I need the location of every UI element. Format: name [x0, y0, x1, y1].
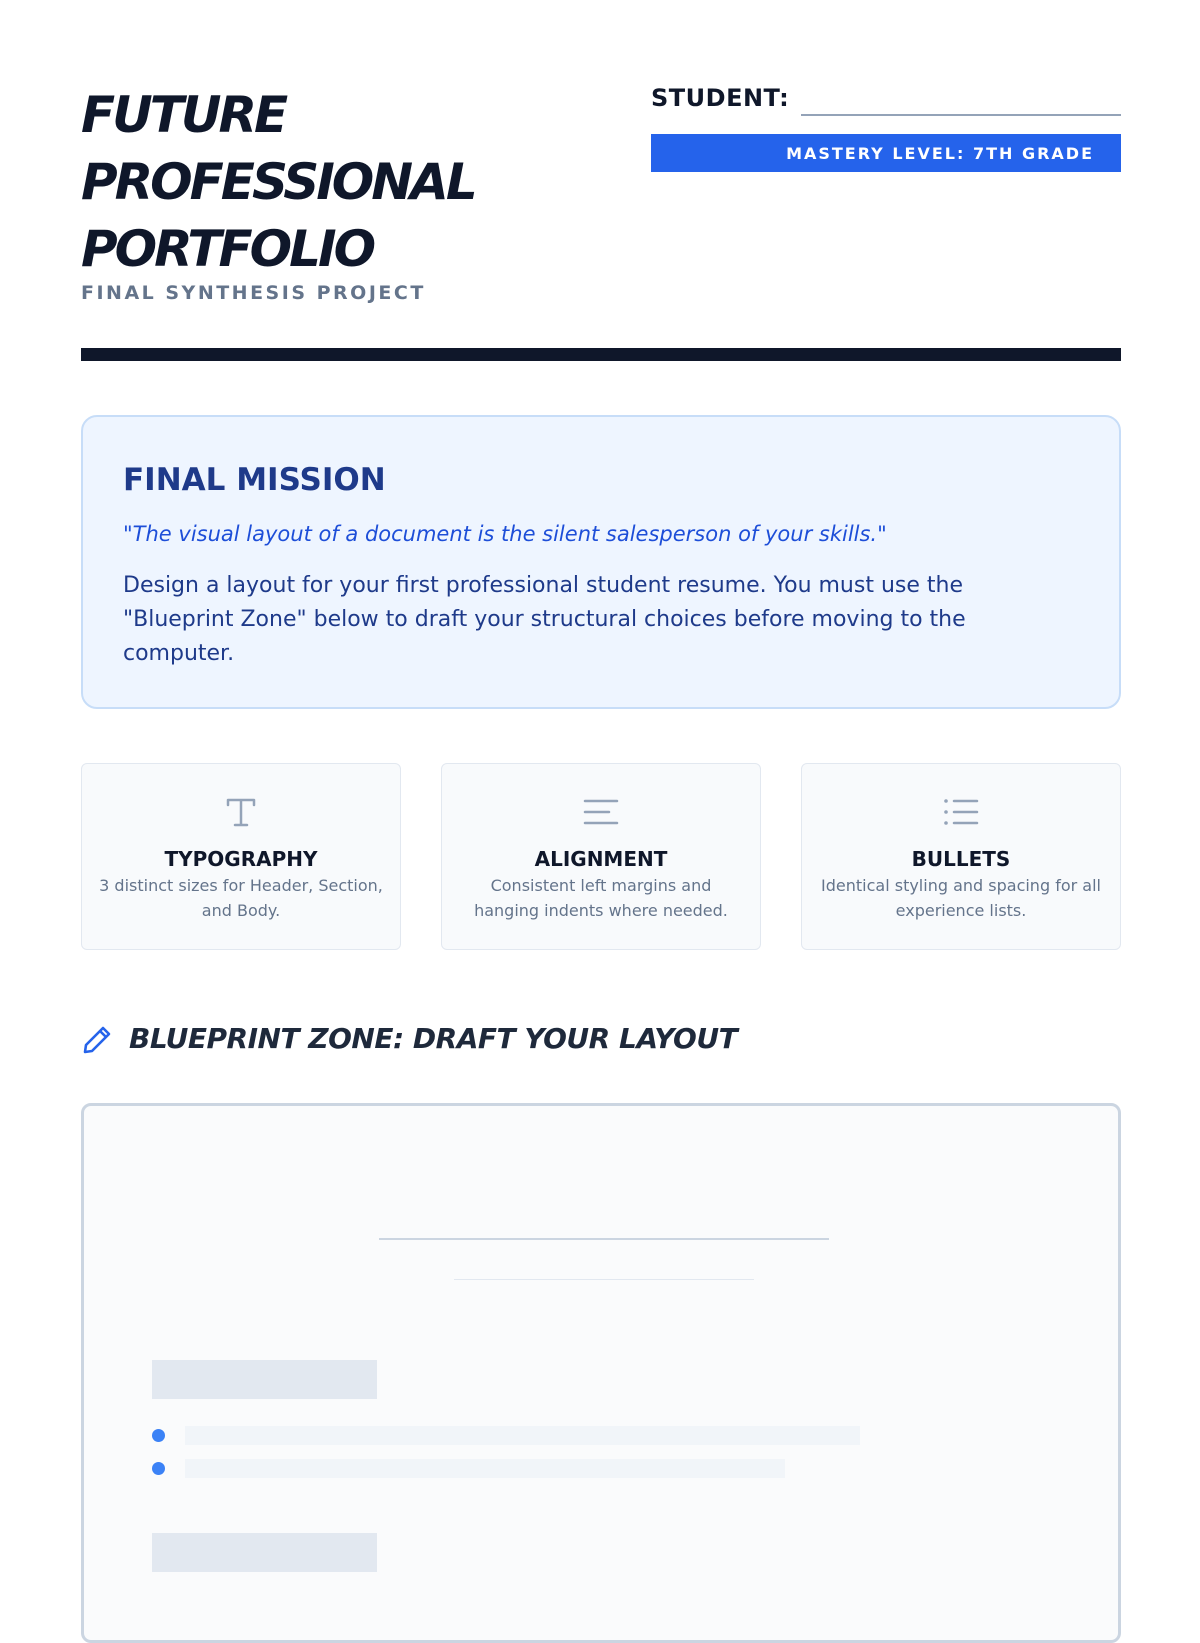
mission-quote: "The visual layout of a document is the silent salesperson of your skills." [123, 522, 887, 546]
header-divider [81, 348, 1121, 361]
blueprint-canvas[interactable] [81, 1103, 1121, 1643]
mission-body: Design a layout for your first professional student resume. You must use the "Blueprint Zone" below to draft your structural choices before moving to the computer. [123, 573, 966, 666]
mastery-level-text: MASTERY LEVEL: 7TH GRADE [786, 143, 1094, 163]
placeholder-bullet-line [185, 1459, 785, 1478]
mastery-level-badge [651, 134, 1121, 172]
title-line-2: PROFESSIONAL [81, 153, 475, 211]
mission-title: FINAL MISSION [123, 462, 386, 498]
type-icon [223, 794, 259, 830]
page-subtitle: FINAL SYNTHESIS PROJECT [81, 282, 426, 304]
criteria-card-alignment [441, 763, 761, 950]
criteria-description: 3 distinct sizes for Header, Section, and Body. [99, 876, 383, 920]
criteria-title: TYPOGRAPHY [164, 847, 318, 871]
placeholder-name-line [379, 1238, 829, 1240]
criteria-cards [81, 763, 1121, 950]
title-block [81, 82, 601, 283]
criteria-description: Consistent left margins and hanging indents where needed. [474, 876, 728, 920]
pencil-icon [81, 1024, 113, 1056]
placeholder-section-heading [152, 1360, 377, 1399]
blueprint-heading [81, 1020, 981, 1060]
placeholder-bullet-dot [152, 1429, 165, 1442]
student-name-input[interactable] [801, 114, 1121, 116]
criteria-card-typography [81, 763, 401, 950]
placeholder-section-heading [152, 1533, 377, 1572]
blueprint-title: BLUEPRINT ZONE: DRAFT YOUR LAYOUT [129, 1022, 738, 1055]
placeholder-bullet-line [185, 1426, 860, 1445]
placeholder-bullet-dot [152, 1462, 165, 1475]
placeholder-contact-line [454, 1279, 754, 1280]
list-icon [943, 794, 979, 830]
title-line-1: FUTURE [81, 86, 286, 144]
criteria-title: BULLETS [911, 847, 1011, 871]
align-left-icon [583, 794, 619, 830]
criteria-card-bullets [801, 763, 1121, 950]
criteria-title: ALIGNMENT [534, 847, 668, 871]
student-field [651, 84, 1121, 118]
criteria-description: Identical styling and spacing for all experience lists. [821, 876, 1101, 920]
mission-card [81, 415, 1121, 709]
title-line-3: PORTFOLIO [81, 220, 374, 278]
student-label: STUDENT: [651, 84, 790, 112]
page-title [81, 82, 601, 283]
